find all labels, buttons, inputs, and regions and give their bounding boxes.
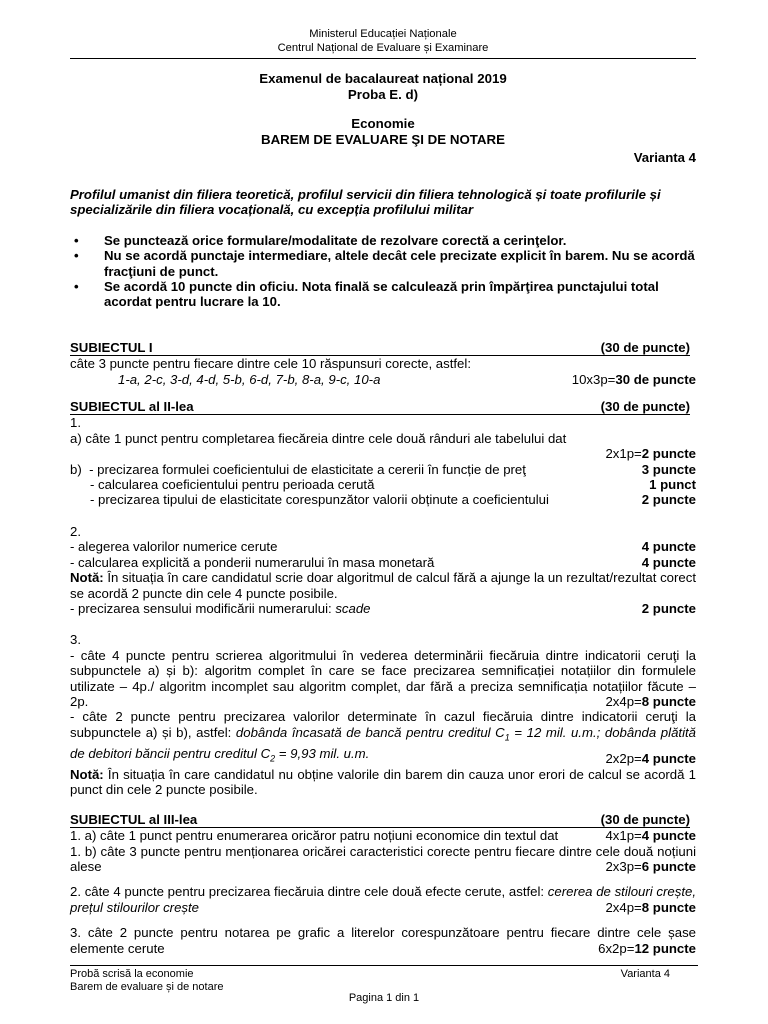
item-2-1a: a) câte 1 punct pentru completarea fiecăreia dintre cele două rânduri ale tabelului dat	[70, 430, 567, 446]
footer-variant: Varianta 4	[620, 968, 670, 980]
bullet-icon: •	[74, 232, 79, 248]
section-1-heading	[70, 340, 690, 356]
footer-barem: Barem de evaluare și de notare	[70, 981, 224, 994]
item-2-1b1-row: b) - precizarea formulei coeficientului de elasticitate a cererii în funcție de preţ 3 puncte	[70, 461, 696, 477]
section-2-points: (30 de puncte)	[600, 399, 690, 415]
rule-item: • Se punctează orice formulare/modalitate de rezolvare corectă a cerinţelor.	[74, 232, 567, 248]
bullet-icon: •	[74, 248, 79, 264]
item-number: 3.	[70, 632, 81, 648]
rule-item: • Se acordă 10 puncte din oficiu. Nota finală se calculează prin împărţirea punctajului total acordat pentru lucrare la 10.	[74, 279, 659, 310]
section-1-total: 30 de puncte	[615, 371, 696, 387]
item-2-1b-label: b)	[70, 461, 82, 477]
section-2-heading	[70, 399, 690, 415]
footer-exam: Probă scrisă la economie	[70, 968, 194, 980]
item-2-2-c1-row: - alegerea valorilor numerice cerute 4 puncte	[70, 539, 696, 555]
section-1-title: SUBIECTUL I	[70, 339, 153, 355]
item-2-1a-score: 2x1p=2 puncte	[605, 446, 696, 462]
section-1-calc: 10x3p=	[571, 371, 616, 387]
rules-list	[70, 233, 696, 310]
item-3-1b-score: 2x3p=6 puncte	[605, 858, 696, 874]
exam-proba: Proba E. d)	[347, 86, 419, 102]
exam-subject: Economie	[351, 116, 415, 132]
center-name: Centrul Național de Evaluare și Examinare	[277, 41, 489, 54]
note-2: Notă: În situația în care candidatul nu obține valorile din barem din cauza unor erori de calcul se acordă 1 punct din cele 2 puncte posibile.	[70, 766, 696, 798]
page-number: Pagina 1 din 1	[348, 992, 420, 1004]
item-2-3-d1-score: 2x4p=8 puncte	[605, 693, 696, 709]
item-3-2: 2. câte 4 puncte pentru precizarea fiecăruia dintre cele două efecte cerute, astfel: cererea de stilouri crește, prețul stilourilor crește	[70, 884, 696, 915]
section-3-points: (30 de puncte)	[600, 811, 690, 827]
section-3-title: SUBIECTUL al III-lea	[70, 811, 198, 827]
item-3-1b: 1. b) câte 3 puncte pentru menționarea oricărei caracteristici corecte pentru fiecare dintre cele două noțiuni alese	[70, 843, 696, 874]
section-1-points: (30 de puncte)	[600, 339, 690, 355]
ministry-name: Ministerul Educației Naționale	[309, 28, 457, 40]
item-2-1b2-row: - calcularea coeficientului pentru perioada cerută 1 punct	[90, 477, 696, 493]
section-1-intro: câte 3 puncte pentru fiecare dintre cele 10 răspunsuri corecte, astfel:	[70, 356, 471, 372]
section-1-answers-row	[70, 372, 696, 387]
variant-label: Varianta 4	[633, 149, 696, 165]
item-2-1b3-row: - precizarea tipului de elasticitate corespunzător valorii obținute a coeficientului 2 puncte	[90, 492, 696, 508]
item-2-3-d2-score: 2x2p=4 puncte	[605, 751, 696, 767]
header-divider	[70, 58, 696, 59]
page-header	[70, 28, 696, 55]
barem-title: BAREM DE EVALUARE ŞI DE NOTARE	[260, 131, 506, 147]
section-2-title: SUBIECTUL al II-lea	[70, 399, 194, 415]
item-number: 2.	[70, 523, 81, 539]
section-3-heading	[70, 812, 690, 828]
document-page	[70, 28, 696, 956]
item-number: 1.	[70, 415, 81, 431]
item-3-1a-row: 1. a) câte 1 punct pentru enumerarea oricăror patru noțiuni economice din textul dat 4x1p=4 puncte	[70, 828, 696, 844]
item-3-3: 3. câte 2 puncte pentru notarea pe grafic a literelor corespunzătoare pentru fiecare dintre cele șase elemente cerute	[70, 925, 696, 956]
bullet-icon: •	[74, 279, 79, 294]
item-3-2-score: 2x4p=8 puncte	[605, 899, 696, 915]
exam-title: Examenul de bacalaureat național 2019	[259, 71, 507, 87]
item-3-3-score: 6x2p=12 puncte	[598, 940, 696, 956]
note-1: Notă: În situația în care candidatul scrie doar algoritmul de calcul fără a ajunge la un rezultat/rezultat corect se acordă 2 puncte din cele 4 puncte posibile.	[70, 570, 696, 601]
profile-text: Profilul umanist din filiera teoretică, profilul servicii din filiera tehnologică și toate profilurile și specializările din filiera vocațională, cu excepția profilului militar	[70, 186, 661, 218]
item-2-3-d2: - câte 2 puncte pentru precizarea valorilor determinate în cazul fiecăruia dintre indicatorii ceruţi la subpunctele a) și b), astfel: dobânda încasată de bancă pentru creditul $C_1 = 12$ mil. u.m.; dobânda plătită de debitori băncii pentru creditul $C_2 = 9,93$ mil. u.m.	[70, 709, 696, 764]
section-1-answers: 1-a, 2-c, 3-d, 4-d, 5-b, 6-d, 7-b, 8-a, 9-c, 10-a	[118, 371, 381, 387]
rule-item: • Nu se acordă punctaje intermediare, altele decât cele precizate explicit în barem. Nu se acordă fracţiuni de punct.	[74, 248, 695, 279]
item-2-3-d1: - câte 4 puncte pentru scrierea algoritmului în vederea determinării fiecăruia dintre indicatorii ceruţi la subpunctele a) și b): algoritm complet în care se face precizarea semnificației notațiilor din formulele utilizate – 4p./ algoritm incomplet sau algoritm complet, dar fără a preciza semnificația notațiilor făcute – 2p.	[70, 647, 696, 709]
item-2-2-c2-row: - calcularea explicită a ponderii numerarului în masa monetară 4 puncte	[70, 554, 696, 570]
page-footer	[70, 965, 698, 994]
item-2-2-c3-row: - precizarea sensului modificării numerarului: scade 2 puncte	[70, 600, 696, 616]
